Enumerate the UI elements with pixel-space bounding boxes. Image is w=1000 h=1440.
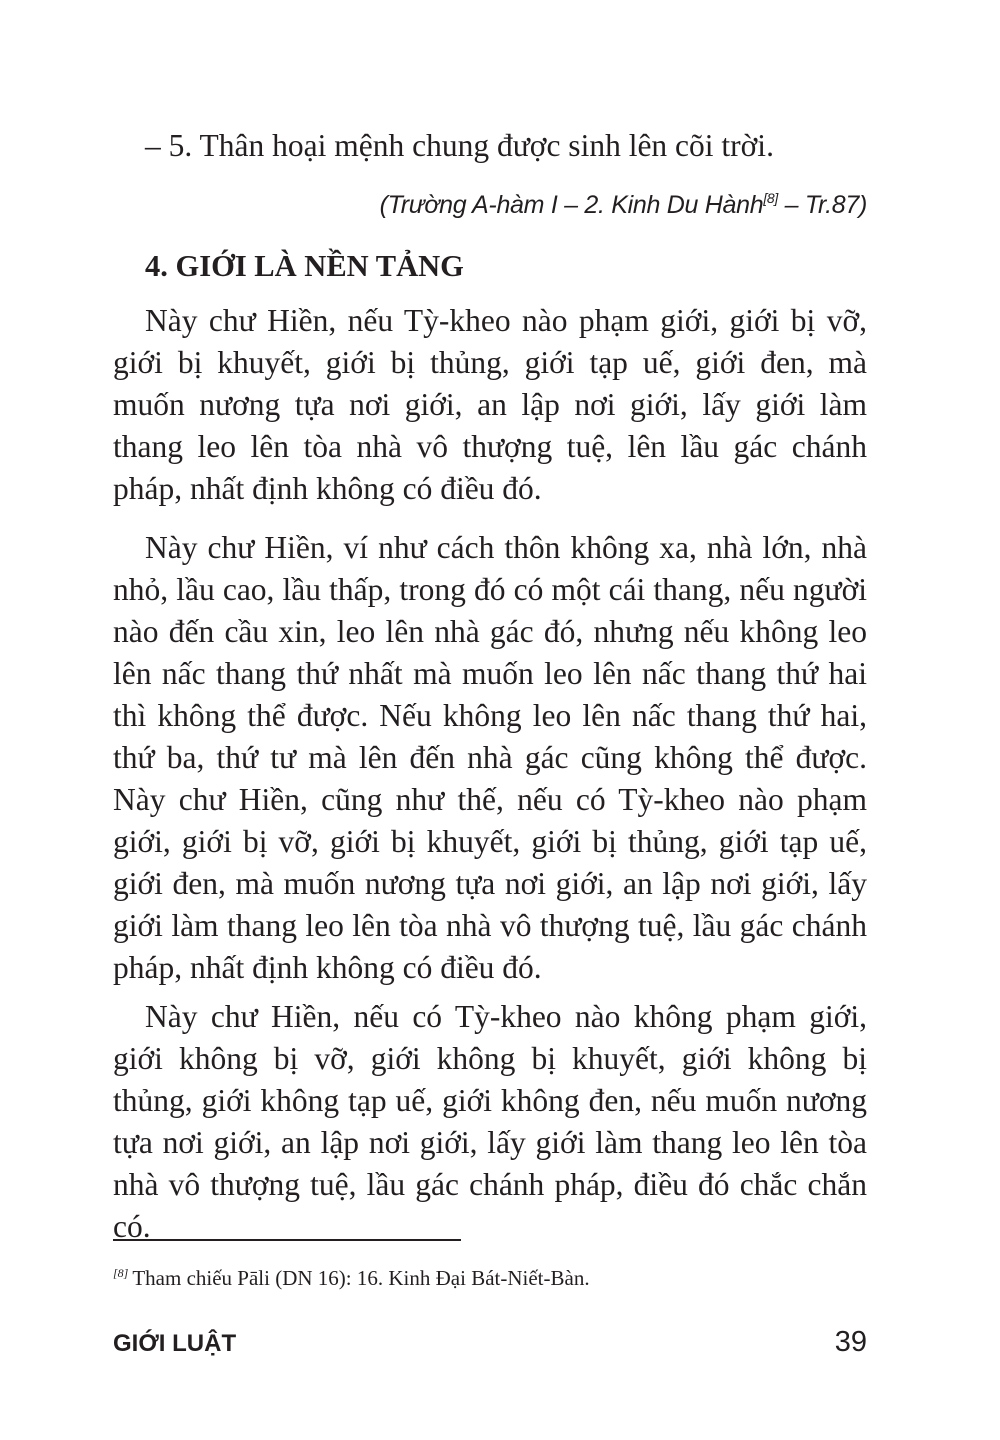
list-item-5: – 5. Thân hoại mệnh chung được sinh lên cõi trời. (145, 128, 774, 163)
page-number: 39 (834, 1326, 867, 1358)
footnote-marker: [8] (113, 1266, 129, 1280)
paragraph-2: Này chư Hiền, ví như cách thôn không xa, nhà lớn, nhà nhỏ, lầu cao, lầu thấp, trong đó có một cái thang, nếu người nào đến cầu xin, leo lên nhà gác đó, nhưng nếu không leo lên nấc thang thứ nhất mà muốn leo lên nấc thang thứ hai thì không thể được. Nếu không leo lên nấc thang thứ hai, thứ ba, thứ tư mà lên đến nhà gác cũng không thể được. Này chư Hiền, cũng như thế, nếu có Tỳ-kheo nào phạm giới, giới bị vỡ, giới bị khuyết, giới bị thủng, giới tạp uế, giới đen, mà muốn nương tựa nơi giới, an lập nơi giới, lấy giới làm thang leo lên tòa nhà vô thượng tuệ, lầu gác chánh pháp, nhất định không có điều đó. (113, 530, 867, 985)
footnote-divider (113, 1239, 461, 1241)
footnote-reference[interactable]: [8] (763, 190, 778, 206)
paragraph-1: Này chư Hiền, nếu Tỳ-kheo nào phạm giới, giới bị vỡ, giới bị khuyết, giới bị thủng, giới tạp uế, giới đen, mà muốn nương tựa nơi giới, an lập nơi giới, lấy giới làm thang leo lên tòa nhà vô thượng tuệ, lên lầu gác chánh pháp, nhất định không có điều đó. (113, 303, 867, 506)
running-title: GIỚI LUẬT (113, 1330, 237, 1357)
book-page (113, 0, 867, 1440)
citation-text: (Trường A-hàm I – 2. Kinh Du Hành (379, 191, 764, 219)
footnote (113, 1258, 867, 1293)
paragraph-3: Này chư Hiền, nếu có Tỳ-kheo nào không phạm giới, giới không bị vỡ, giới không bị khuyết, giới không bị thủng, giới không tạp uế, giới không đen, nếu muốn nương tựa nơi giới, an lập nơi giới, lấy giới làm thang leo lên tòa nhà vô thượng tuệ, lầu gác chánh pháp, điều đó chắc chắn có. (113, 999, 867, 1244)
footnote-text: Tham chiếu Pāli (DN 16): 16. Kinh Đại Bát-Niết-Bàn. (132, 1266, 590, 1290)
section-heading: 4. GIỚI LÀ NỀN TẢNG (145, 249, 464, 283)
source-citation (380, 178, 867, 225)
citation-page: – Tr.87) (778, 191, 867, 219)
